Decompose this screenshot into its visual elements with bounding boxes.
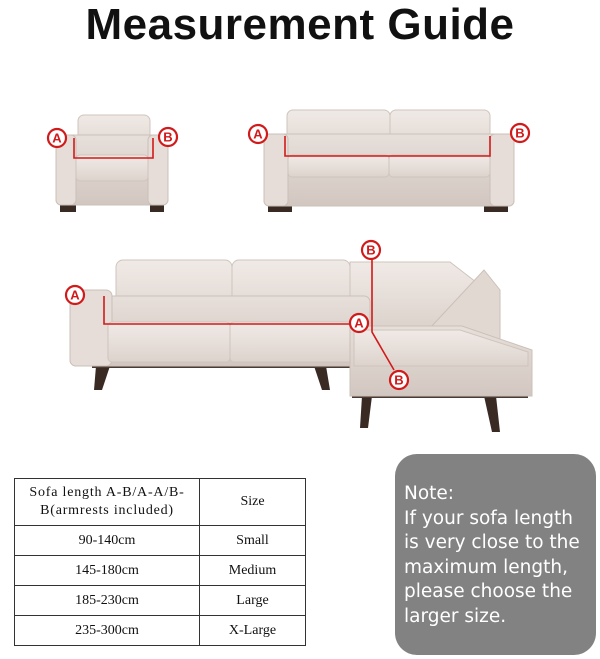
armchair-seat — [76, 155, 148, 181]
note-line: If your sofa length — [404, 507, 573, 529]
length-cell: 185-230cm — [15, 586, 200, 616]
sectional-leg — [484, 396, 500, 432]
svg-text:B: B — [515, 125, 525, 141]
table-row — [15, 586, 306, 616]
loveseat-seat-left — [288, 155, 389, 177]
marker-a — [48, 129, 66, 147]
note-line: is very close to the — [404, 532, 580, 553]
svg-text:B: B — [394, 372, 404, 388]
marker-b — [511, 124, 529, 142]
svg-text:B: B — [163, 129, 173, 145]
size-cell: X-Large — [200, 616, 306, 646]
page-title: Measurement Guide — [85, 0, 515, 49]
sectional-leg — [94, 366, 110, 390]
header-sofa-length: Sofa length A-B/A-A/B- B(armrests included) — [15, 479, 200, 526]
note-box — [395, 454, 596, 655]
size-cell: Large — [200, 586, 306, 616]
size-chart-table — [14, 478, 306, 646]
marker-b — [362, 241, 380, 259]
svg-text:B: B — [366, 242, 376, 258]
table-row — [15, 556, 306, 586]
marker-a — [66, 286, 84, 304]
sectional-illustration — [70, 256, 532, 432]
length-cell: 145-180cm — [15, 556, 200, 586]
note-line: please choose the — [404, 581, 573, 602]
sectional-leg — [360, 396, 372, 428]
svg-text:A: A — [253, 126, 263, 142]
svg-text:A: A — [52, 130, 62, 146]
sectional-seat — [230, 322, 354, 362]
table-row — [15, 616, 306, 646]
loveseat-illustration — [264, 110, 514, 212]
sectional-seat — [108, 322, 230, 362]
note-line: larger size. — [404, 605, 507, 627]
size-cell: Small — [200, 526, 306, 556]
size-cell: Medium — [200, 556, 306, 586]
header-size: Size — [200, 479, 306, 526]
loveseat-seat-right — [389, 155, 490, 177]
length-cell: 235-300cm — [15, 616, 200, 646]
note-line: maximum length, — [404, 556, 568, 578]
armchair-illustration — [56, 115, 168, 212]
loveseat-right-arm — [490, 134, 514, 206]
note-title: Note: — [404, 483, 455, 504]
sectional-leg — [314, 366, 330, 390]
svg-text:A: A — [70, 287, 80, 303]
length-cell: 90-140cm — [15, 526, 200, 556]
svg-text:A: A — [354, 315, 364, 331]
marker-b — [159, 128, 177, 146]
sectional-chaise-seat — [354, 330, 528, 366]
table-header-row — [15, 479, 306, 526]
table-row — [15, 526, 306, 556]
marker-b — [390, 371, 408, 389]
marker-a — [249, 125, 267, 143]
marker-a — [350, 314, 368, 332]
